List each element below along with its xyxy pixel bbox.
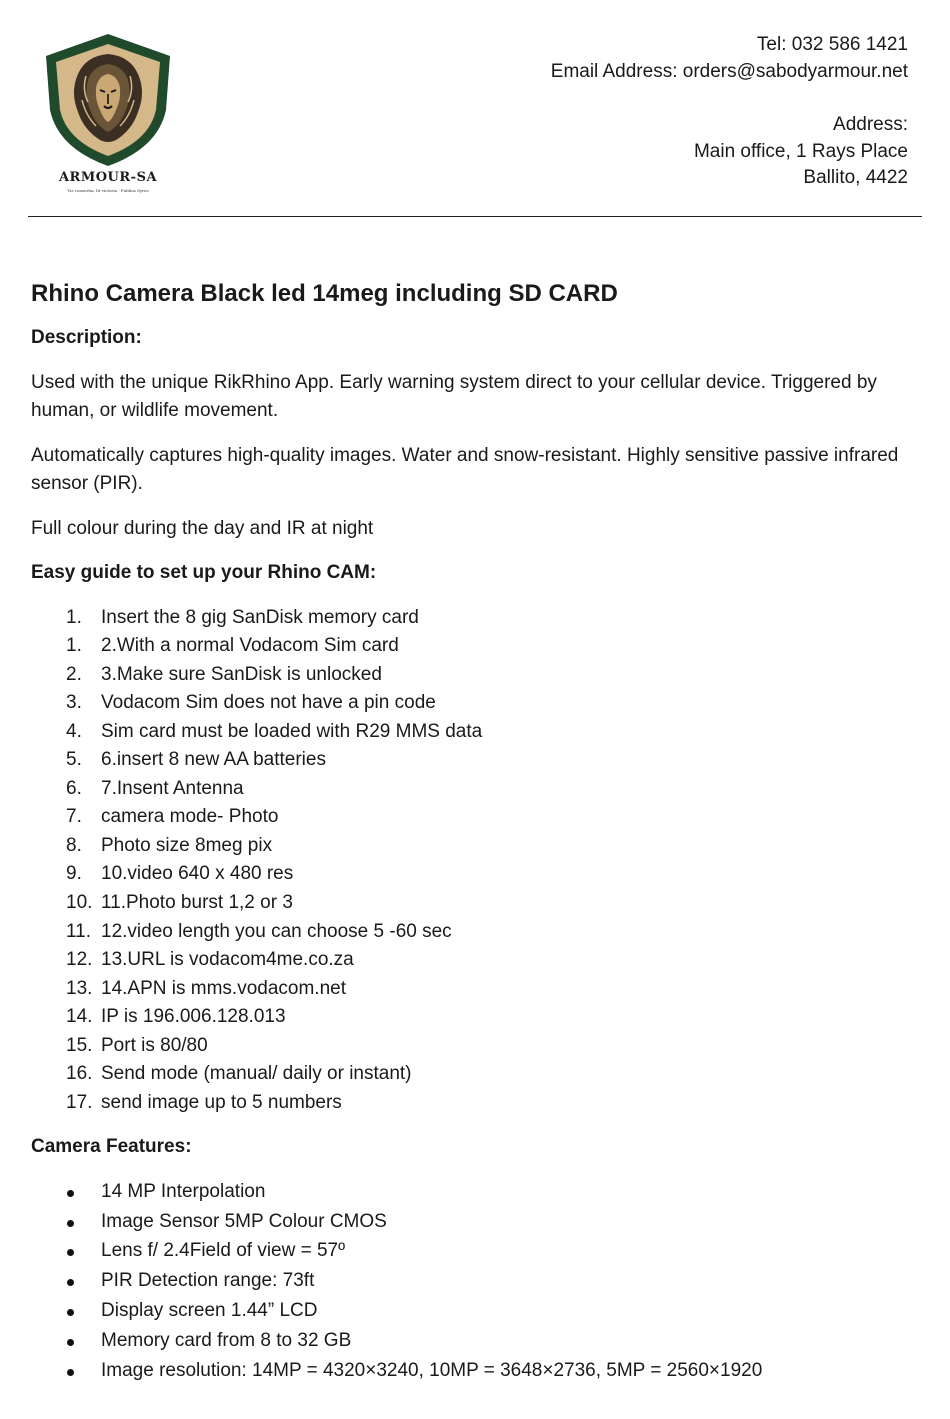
step-text: 6.insert 8 new AA batteries (101, 749, 326, 771)
product-title: Rhino Camera Black led 14meg including SD CARD (31, 280, 618, 307)
step-text: 13.URL is vodacom4me.co.za (101, 949, 354, 971)
feature-text: Display screen 1.44” LCD (101, 1300, 318, 1322)
step-number: 5. (66, 749, 82, 771)
step-number: 1. (66, 635, 82, 657)
address-label: Address: (833, 114, 908, 135)
features-heading: Camera Features: (31, 1136, 192, 1158)
bullet-icon (67, 1220, 74, 1227)
step-number: 2. (66, 663, 82, 685)
step-number: 9. (66, 863, 82, 885)
bullet-icon (67, 1369, 74, 1376)
list-item (31, 889, 931, 918)
feature-text: 14 MP Interpolation (101, 1180, 266, 1202)
header-divider (28, 216, 922, 217)
logo-wordmark: ARMOUR-SA (58, 170, 158, 185)
step-number: 4. (66, 720, 82, 742)
list-item (31, 1089, 931, 1118)
bullet-icon (67, 1339, 74, 1346)
step-text: Sim card must be loaded with R29 MMS data (101, 720, 483, 742)
list-item (31, 832, 931, 861)
features-list (31, 1178, 931, 1387)
contact-block (551, 32, 908, 192)
feature-text: PIR Detection range: 73ft (101, 1270, 315, 1292)
step-text: camera mode- Photo (101, 806, 279, 828)
step-number: 6. (66, 777, 82, 799)
list-item (31, 1032, 931, 1061)
step-number: 3. (66, 692, 82, 714)
step-text: Photo size 8meg pix (101, 834, 273, 856)
contact-email: Email Address: orders@sabodyarmour.net (550, 60, 908, 82)
setup-steps-list (31, 604, 931, 1118)
bullet-icon (67, 1279, 74, 1286)
step-text: 2.With a normal Vodacom Sim card (101, 635, 399, 657)
step-text: Vodacom Sim does not have a pin code (101, 692, 436, 714)
step-number: 12. (66, 949, 93, 971)
step-text: 3.Make sure SanDisk is unlocked (101, 663, 382, 685)
list-item (31, 1208, 931, 1238)
bullet-icon (67, 1309, 74, 1316)
step-text: IP is 196.006.128.013 (101, 1006, 286, 1028)
step-number: 16. (66, 1063, 93, 1085)
list-item (31, 661, 931, 690)
list-item (31, 918, 931, 947)
feature-text: Lens f/ 2.4Field of view = 57º (101, 1240, 346, 1262)
step-text: 12.video length you can choose 5 -60 sec (101, 920, 452, 942)
list-item (31, 775, 931, 804)
list-item (31, 1003, 931, 1032)
description-paragraph: Full colour during the day and IR at night (31, 517, 374, 539)
list-item (31, 803, 931, 832)
shield-lion-icon (38, 30, 178, 170)
logo-tagline: Vis consortia, lit victoria · Publius Syrus (67, 188, 149, 193)
step-text: 14.APN is mms.vodacom.net (101, 977, 346, 999)
guide-heading: Easy guide to set up your Rhino CAM: (31, 562, 377, 583)
step-number: 17. (66, 1091, 93, 1113)
step-number: 11. (66, 920, 92, 942)
list-item (31, 1327, 931, 1357)
step-text: Insert the 8 gig SanDisk memory card (101, 606, 419, 628)
bullet-icon (67, 1249, 74, 1256)
description-paragraph: Automatically captures high-quality images. Water and snow-resistant. Highly sensitive passive infrared sensor (PIR). (31, 444, 899, 494)
list-item (31, 1178, 931, 1208)
list-item (31, 1237, 931, 1267)
list-item (31, 975, 931, 1004)
step-number: 13. (66, 977, 93, 999)
address-line-2: Ballito, 4422 (803, 167, 908, 188)
step-number: 10. (66, 891, 93, 913)
feature-text: Memory card from 8 to 32 GB (101, 1329, 352, 1351)
list-item (31, 1297, 931, 1327)
list-item (31, 632, 931, 661)
document-body (31, 276, 931, 1386)
step-number: 1. (66, 606, 82, 628)
feature-text: Image Sensor 5MP Colour CMOS (101, 1210, 387, 1232)
step-number: 7. (66, 806, 82, 828)
list-item (31, 1267, 931, 1297)
list-item (31, 1060, 931, 1089)
bullet-icon (67, 1190, 74, 1197)
step-text: 11.Photo burst 1,2 or 3 (101, 891, 293, 913)
step-text: Send mode (manual/ daily or instant) (101, 1063, 412, 1085)
list-item (31, 1357, 931, 1387)
list-item (31, 746, 931, 775)
feature-text: Image resolution: 14MP = 4320×3240, 10MP = 3648×2736, 5MP = 2560×1920 (101, 1359, 763, 1381)
step-text: Port is 80/80 (101, 1034, 208, 1056)
list-item (31, 946, 931, 975)
step-text: send image up to 5 numbers (101, 1091, 342, 1113)
step-number: 8. (66, 834, 82, 856)
description-heading: Description: (31, 327, 142, 348)
address-line-1: Main office, 1 Rays Place (693, 140, 908, 162)
list-item (31, 860, 931, 889)
step-text: 10.video 640 x 480 res (101, 863, 294, 885)
list-item (31, 604, 931, 633)
step-number: 14. (66, 1006, 93, 1028)
step-number: 15. (66, 1034, 93, 1056)
description-paragraph: Used with the unique RikRhino App. Early warning system direct to your cellular device. Triggered by human, or wildlife movement. (31, 371, 877, 421)
step-text: 7.Insent Antenna (101, 777, 244, 799)
contact-tel: Tel: 032 586 1421 (756, 34, 908, 55)
company-logo (38, 30, 178, 198)
list-item (31, 718, 931, 747)
list-item (31, 689, 931, 718)
